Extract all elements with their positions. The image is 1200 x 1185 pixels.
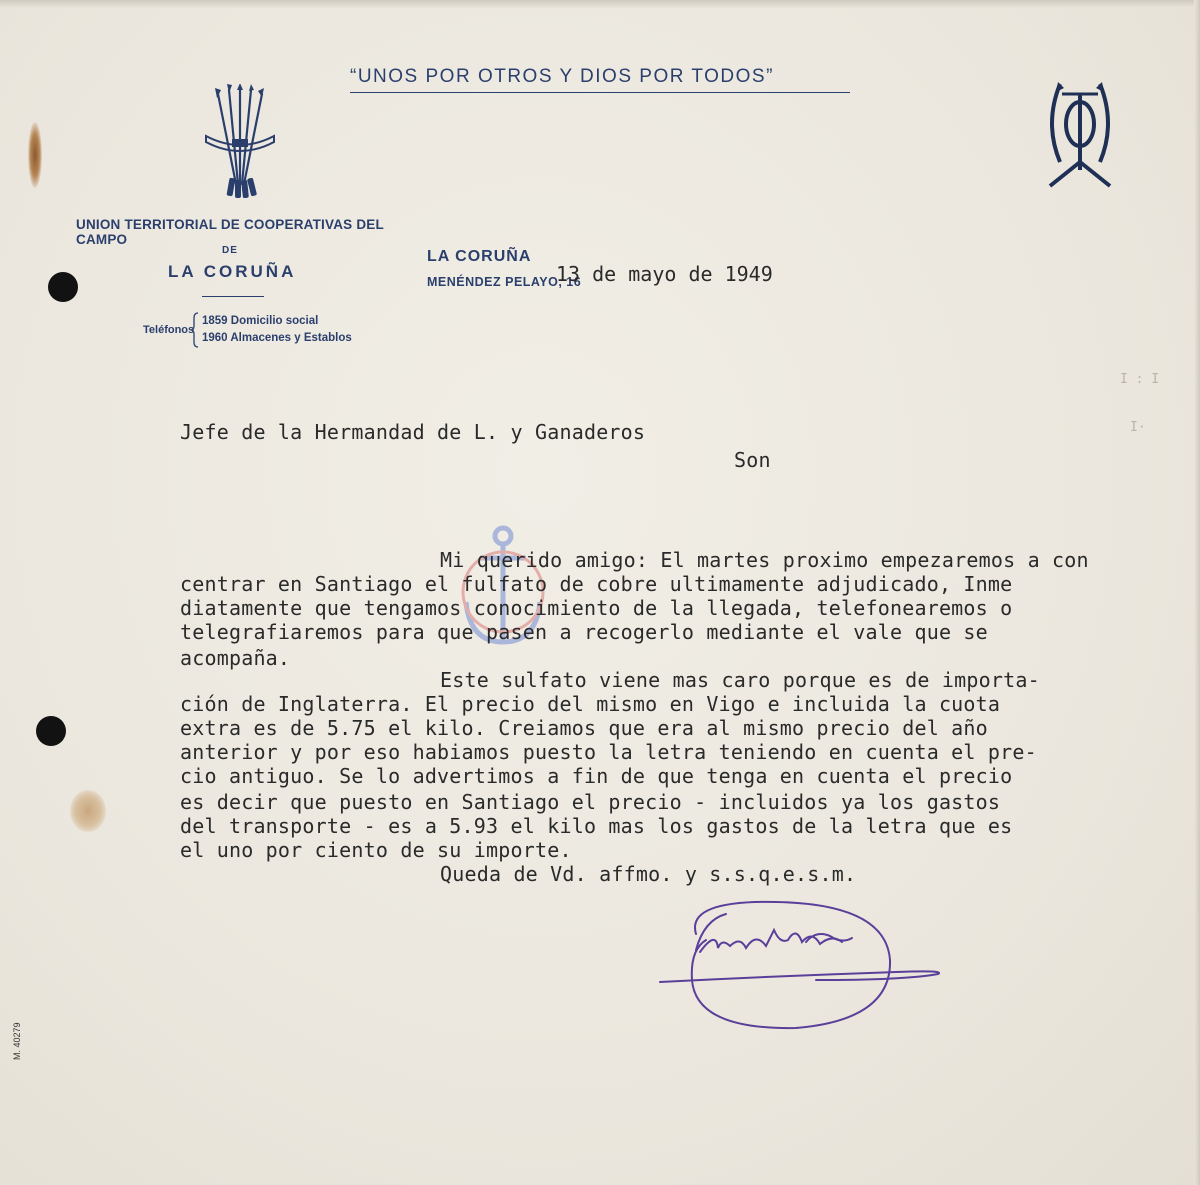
body-line: es decir que puesto en Santiago el precio - incluidos ya los gastos (180, 790, 1001, 814)
recipient-line: Jefe de la Hermandad de L. y Ganaderos (180, 420, 646, 444)
body-line: extra es de 5.75 el kilo. Creiamos que era al mismo precio del año (180, 716, 988, 740)
body-line: cio antiguo. Se lo advertimos a fin de que tenga en cuenta el precio (180, 764, 1013, 788)
punch-hole-top (48, 272, 78, 302)
cooperative-emblem-icon (1040, 74, 1120, 192)
bleed-through-mark: I· (1130, 420, 1146, 435)
address-city: LA CORUÑA (427, 248, 532, 265)
body-line: anterior y por eso habiamos puesto la letra teniendo en cuenta el pre- (180, 740, 1037, 764)
address-street: MENÉNDEZ PELAYO, 16 (427, 275, 582, 289)
phone-domicilio: 1859 Domicilio social (202, 315, 319, 327)
phones-label: Teléfonos (143, 324, 195, 336)
handwritten-signature (656, 890, 946, 1035)
printer-code: M. 40279 (12, 1022, 22, 1060)
body-line: Mi querido amigo: El martes proximo empezaremos a con (440, 548, 1089, 572)
body-line: diatamente que tengamos conocimiento de la llegada, telefonearemos o (180, 596, 1013, 620)
yoke-and-arrows-icon (200, 84, 280, 202)
body-line: acompaña. (180, 646, 291, 670)
body-line: ción de Inglaterra. El precio del mismo en Vigo e incluida la cuota (180, 692, 1001, 716)
body-line: centrar en Santiago el fulfato de cobre ultimamente adjudicado, Inme (180, 572, 1013, 596)
rust-stain (28, 122, 42, 188)
bleed-through-mark: I : I (1120, 372, 1160, 387)
organization-name: UNION TERRITORIAL DE COOPERATIVAS DEL CAMPO (76, 217, 384, 247)
paper-edge-right (1194, 0, 1200, 1185)
organization-de: DE (222, 245, 238, 256)
paper-edge-top (0, 0, 1200, 8)
punch-hole-bottom (36, 716, 66, 746)
brace-icon (191, 312, 199, 348)
motto: “UNOS POR OTROS Y DIOS POR TODOS” (350, 66, 850, 93)
body-line: telegrafiaremos para que pasen a recogerlo mediante el vale que se (180, 620, 988, 644)
recipient-place: Son (734, 448, 771, 472)
organization-city: LA CORUÑA (168, 262, 297, 281)
body-line: el uno por ciento de su importe. (180, 838, 572, 862)
closing-line: Queda de Vd. affmo. y s.s.q.e.s.m. (440, 862, 857, 886)
brown-spot (70, 790, 106, 832)
phone-almacenes: 1960 Almacenes y Establos (202, 332, 352, 344)
letter-date: 13 de mayo de 1949 (556, 262, 773, 286)
divider (202, 296, 264, 297)
body-line: del transporte - es a 5.93 el kilo mas los gastos de la letra que es (180, 814, 1013, 838)
body-line: Este sulfato viene mas caro porque es de importa- (440, 668, 1040, 692)
